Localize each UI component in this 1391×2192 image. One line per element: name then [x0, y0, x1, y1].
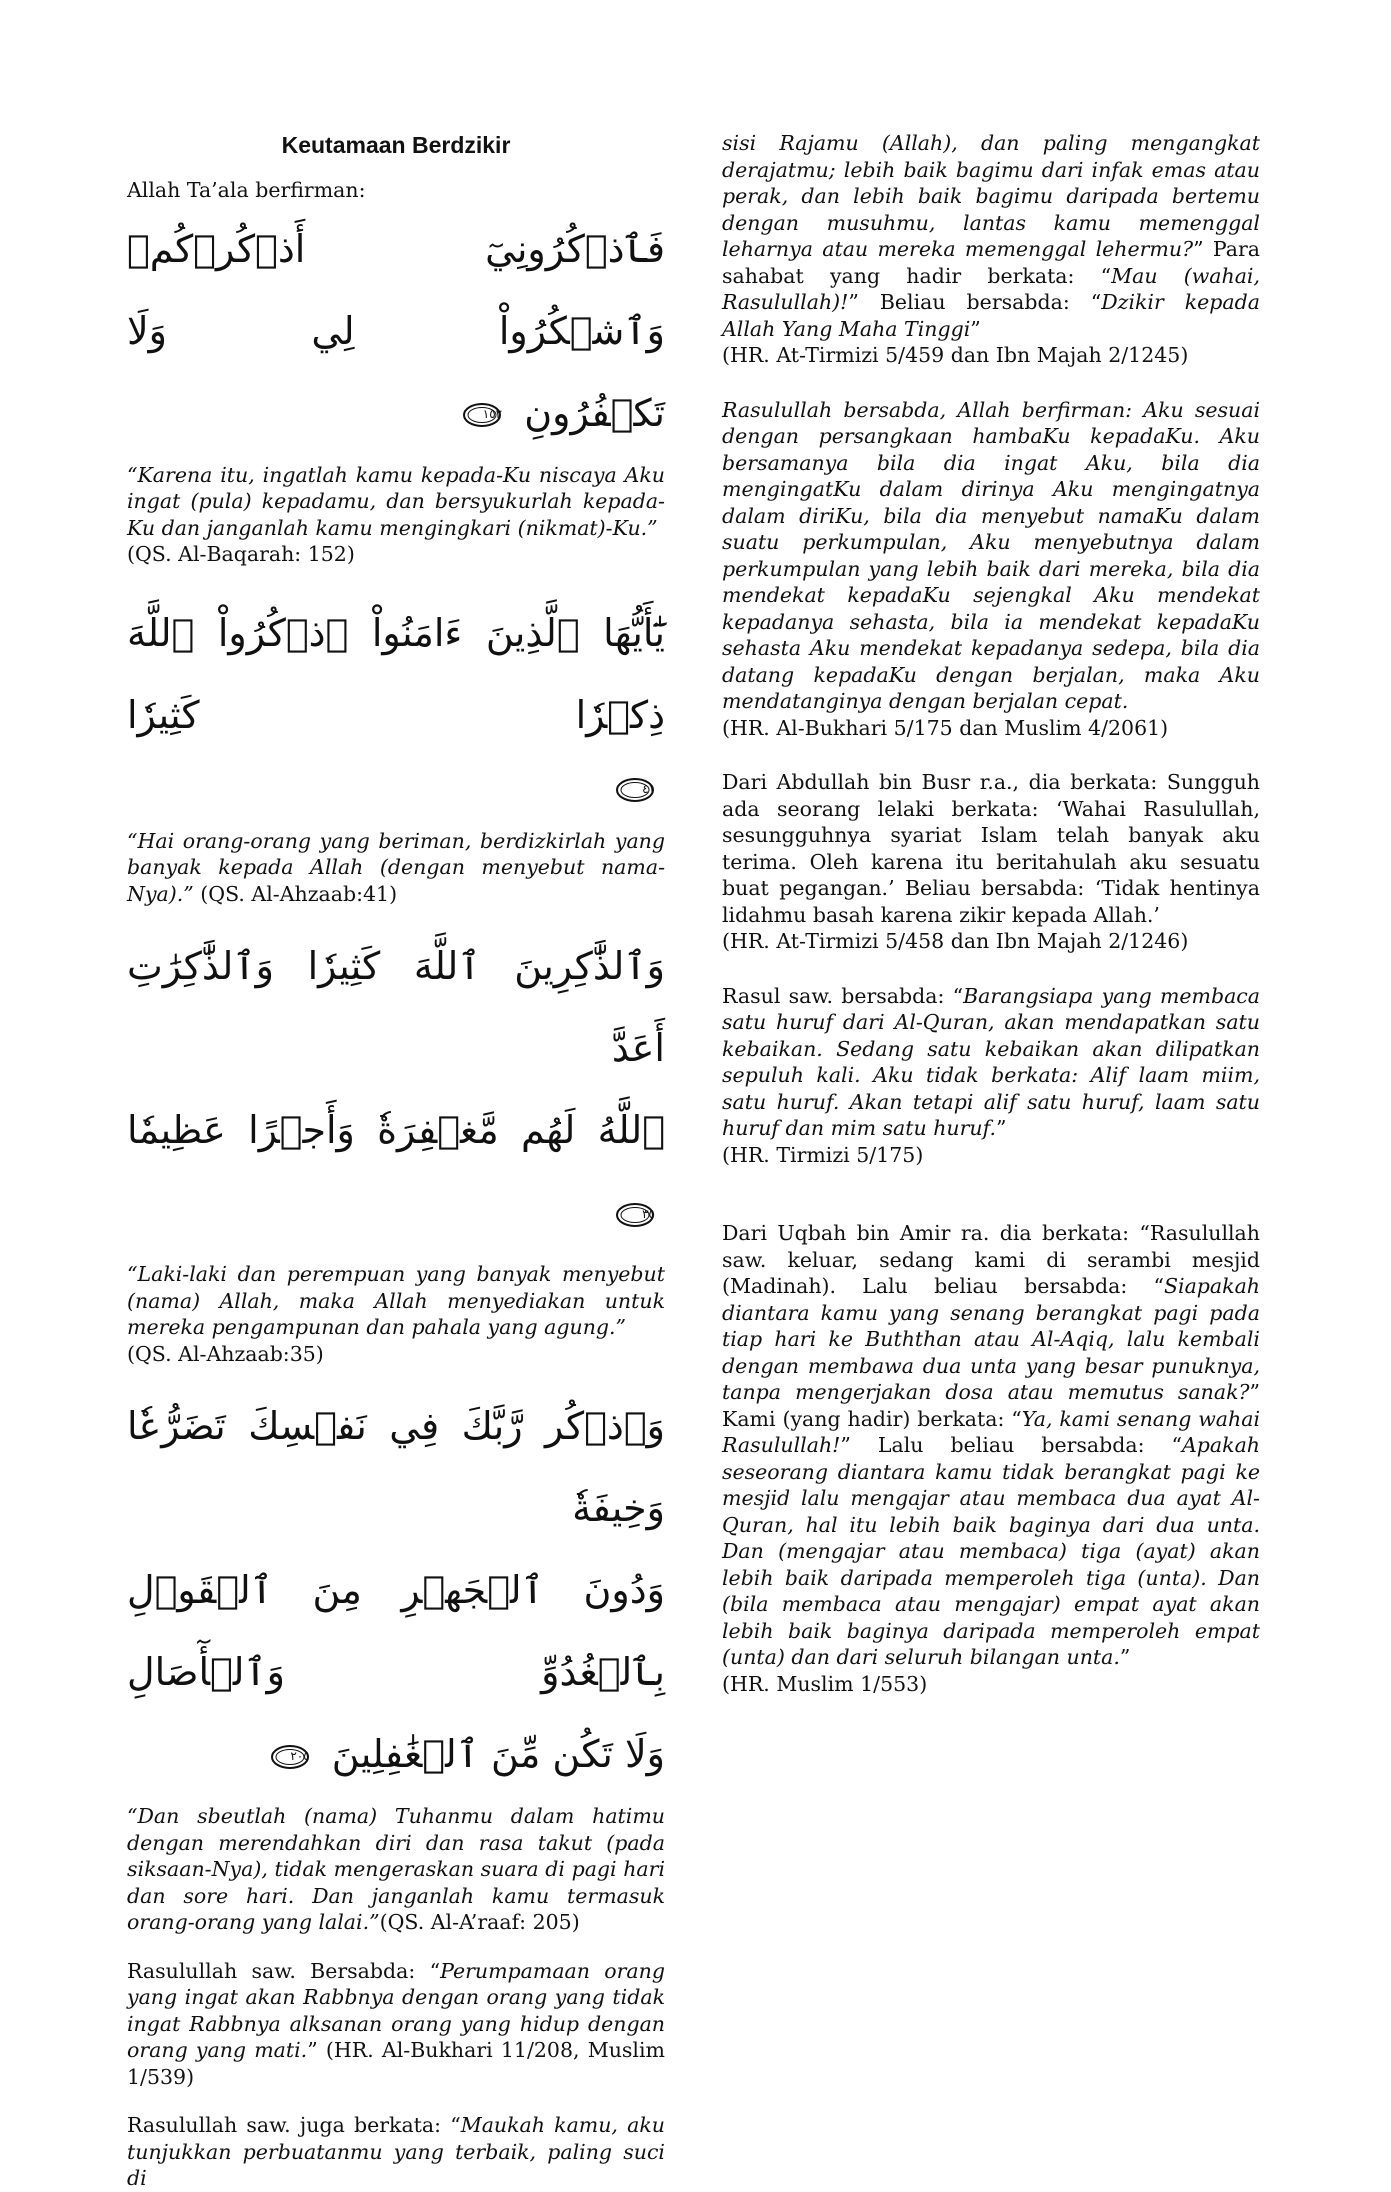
arabic-verse-205 — [127, 1385, 665, 1795]
ayah-number: ٣٥ — [642, 1206, 655, 1221]
ayah-end-marker-icon — [462, 402, 502, 428]
hadith-lead: Dari Uqbah bin Amir ra. dia berkata: “Rasulullah saw. keluar, sedang kami di serambi mesjid (Madinah). Lalu beliau bersabda: “ — [722, 1221, 1260, 1298]
hadith-reference: (HR. Al-Bukhari 5/175 dan Muslim 4/2061) — [722, 715, 1169, 740]
hadith-quote: sisi Rajamu (Allah), dan paling mengangkat derajatmu; lebih baik bagimu dari infak emas atau perak, dan lebih baik bagimu daripada bertemu dengan musuhmu, lantas kamu memenggal leharnya atau mereka memenggal lehermu? — [722, 131, 1260, 261]
hadith-quote: Barangsiapa yang membaca satu huruf dari Al-Quran, akan mendapatkan satu kebaikan. Sedang satu kebaikan akan dilipatkan sepuluh kali. Aku tidak berkata: Alif laam miim, satu huruf. Akan tetapi alif satu huruf, laam satu huruf dan mim satu huruf. — [722, 983, 1260, 1140]
hadith-quote: Dzikir kepada Allah Yang Maha Tinggi — [722, 290, 1260, 341]
arabic-verse-35 — [127, 925, 665, 1253]
arabic-line: فَٱذۡكُرُونِيٓ أَذۡكُرۡكُمۡ وَٱشۡكُرُواْ لِي وَلَا — [127, 226, 665, 353]
hadith-text: Dari Abdullah bin Busr r.a., dia berkata: Sungguh ada seorang lelaki berkata: ‘Wahai Rasulullah, sesungguhnya syariat Islam telah banyak aku terima. Oleh karena itu beritahulah aku sesuatu buat pegangan.’ Beliau bersabda: ‘Tidak hentinya lidahmu basah karena zikir kepada Allah.’ — [722, 770, 1260, 927]
hadith-paragraph — [722, 769, 1260, 955]
hadith-text: ” Lalu beliau bersabda: “ — [840, 1433, 1182, 1457]
ayah-end-marker-icon — [615, 1202, 655, 1228]
hadith-paragraph — [722, 983, 1260, 1169]
arabic-line-text: ٱللَّهُ لَهُم مَّغۡفِرَةٗ وَأَجۡرًا عَظِيمٗا — [127, 1108, 665, 1152]
arabic-verse-152 — [127, 208, 665, 454]
arabic-line-last — [127, 1089, 665, 1253]
arabic-line: وَٱذۡكُر رَّبَّكَ فِي نَفۡسِكَ تَضَرُّعٗا وَخِيفَةٗ — [127, 1404, 665, 1530]
hadith-text: ” — [970, 316, 981, 341]
hadith-paragraph — [127, 1958, 665, 2091]
hadith-text: ” Beliau bersabda: “ — [848, 290, 1102, 314]
hadith-quote: Siapakah diantara kamu yang senang berangkat pagi pada tiap hari ke Buththan atau Al-Aqiq, lalu kembali dengan membawa dua unta yang besar punuknya, tanpa mengerjakan dosa atau memutus sanak? — [722, 1274, 1260, 1404]
hadith-paragraph — [722, 130, 1260, 369]
ayah-number: ٢٠٥ — [290, 1748, 310, 1763]
hadith-quote: Rasulullah bersabda, Allah berfirman: Aku sesuai dengan persangkaan hambaKu kepadaKu. Aku bersamanya bila dia ingat Aku, bila dia mengingatKu dalam dirinya Aku mengingatnya dalam diriKu, bila dia menyebut namaKu dalam suatu perkumpulan, Aku menyebutnya dalam perkumpulan yang lebih baik dari mereka, bila dia mendekat kepadaKu sejengkal Aku mendekat kepadanya sehasta, bila ia mendekat kepadaKu sehasta Aku mendekat kepadanya sedepa, bila dia datang kepadaKu dengan berjalan, maka Aku mendatanginya dengan berjalan cepat. — [722, 397, 1260, 713]
arabic-verse-41 — [127, 592, 665, 820]
verse-reference: (QS. Al-Ahzaab:41) — [200, 881, 398, 906]
hadith-reference: (HR. At-Tirmizi 5/459 dan Ibn Majah 2/1245) — [722, 343, 1189, 367]
left-column — [127, 128, 665, 2192]
hadith-quote: Ya, kami senang wahai Rasulullah! — [722, 1406, 1261, 1457]
verse-translation: “Hai orang-orang yang beriman, berdizkirlah yang banyak kepada Allah (dengan menyebut nama-Nya).” — [127, 828, 665, 906]
hadith-paragraph — [722, 1220, 1260, 1697]
hadith-quote: Mau (wahai, Rasulullah)! — [722, 263, 1260, 314]
hadith-lead: Rasulullah saw. juga berkata: “ — [127, 2113, 461, 2137]
intro-text: Allah Ta’ala berfirman: — [127, 178, 366, 202]
hadith-reference: (HR. Tirmizi 5/175) — [722, 1142, 924, 1167]
verse-reference: (QS. Al-A’raaf: 205) — [379, 1910, 580, 1934]
hadith-lead: Rasulullah saw. Bersabda: “ — [127, 1958, 441, 1983]
hadith-text: ” Para sahabat yang hadir berkata: “ — [722, 237, 1260, 288]
arabic-line-last — [127, 756, 665, 820]
hadith-paragraph — [127, 2112, 665, 2192]
arabic-line-text: وَلَا تَكُن مِّنَ ٱلۡغَٰفِلِينَ — [331, 1732, 665, 1776]
ayah-end-marker-icon — [615, 777, 655, 803]
hadith-reference: (HR. Muslim 1/553) — [722, 1671, 928, 1696]
verse-reference: (QS. Al-Ahzaab:35) — [127, 1341, 324, 1366]
ayah-end-marker-icon — [270, 1744, 310, 1770]
hadith-reference: (HR. At-Tirmizi 5/458 dan Ibn Majah 2/1246) — [722, 929, 1189, 953]
hadith-text: ” — [1119, 1645, 1131, 1669]
arabic-line: يَٰٓأَيُّهَا ٱلَّذِينَ ءَامَنُواْ ٱذۡكُرُواْ ٱللَّهَ ذِكۡرٗا كَثِيرٗا — [127, 610, 665, 737]
arabic-line: وَدُونَ ٱلۡجَهۡرِ مِنَ ٱلۡقَوۡلِ بِٱلۡغُدُوِّ وَٱلۡأٓصَالِ — [127, 1568, 665, 1694]
page-title: Keutamaan Berdzikir — [281, 132, 511, 158]
verse-translation: “Dan sbeutlah (nama) Tuhanmu dalam hatimu dengan merendahkan diri dan rasa takut (pada siksaan-Nya), tidak mengeraskan suara di pagi hari dan sore hari. Dan janganlah kamu termasuk orang-orang yang lalai.” — [127, 1804, 665, 1934]
hadith-quote: Maukah kamu, aku tunjukkan perbuatanmu yang terbaik, paling suci di — [127, 2113, 665, 2190]
arabic-line-text: تَكۡفُرُونِ — [524, 390, 665, 435]
arabic-line-last — [127, 372, 665, 454]
hadith-text: ” — [996, 1116, 1007, 1140]
right-column — [722, 130, 1260, 1697]
verse-reference: (QS. Al-Baqarah: 152) — [127, 542, 355, 566]
arabic-line: وَٱلذَّٰكِرِينَ ٱللَّهَ كَثِيرٗا وَٱلذَّٰكِرَٰتِ أَعَدَّ — [127, 944, 665, 1070]
hadith-quote: Apakah seseorang diantara kamu tidak berangkat pagi ke mesjid lalu mengajar atau membaca dua ayat Al-Quran, hal itu lebih baik baginya dari dua unta. Dan (mengajar atau membaca) tiga (ayat) akan lebih baik daripada memperoleh tiga (unta). Dan (bila membaca atau mengajar) empat ayat akan lebih baik baginya daripada memperoleh empat (unta) dan dari seluruh bilangan unta. — [722, 1433, 1260, 1669]
ayah-number: ٤١ — [642, 782, 655, 796]
hadith-reference: ” (HR. Al-Bukhari 11/208, Muslim 1/539) — [127, 2038, 665, 2089]
arabic-line-last — [127, 1713, 665, 1795]
hadith-text: ” Kami (yang hadir) berkata: “ — [722, 1380, 1260, 1431]
hadith-paragraph — [722, 397, 1260, 742]
ayah-number: ١٥٢ — [482, 407, 503, 421]
verse-translation: “Karena itu, ingatlah kamu kepada-Ku niscaya Aku ingat (pula) kepadamu, dan bersyukurlah kepada-Ku dan janganlah kamu mengingkari (nikmat)-Ku.” — [127, 462, 665, 540]
verse-translation: “Laki-laki dan perempuan yang banyak menyebut (nama) Allah, maka Allah menyediakan untuk mereka pengampunan dan pahala yang agung.” — [127, 1262, 665, 1339]
hadith-quote: Perumpamaan orang yang ingat akan Rabbnya dengan orang yang tidak ingat Rabbnya alksanan orang yang hidup dengan orang yang mati. — [127, 1958, 665, 2062]
hadith-lead: Rasul saw. bersabda: “ — [722, 983, 964, 1008]
